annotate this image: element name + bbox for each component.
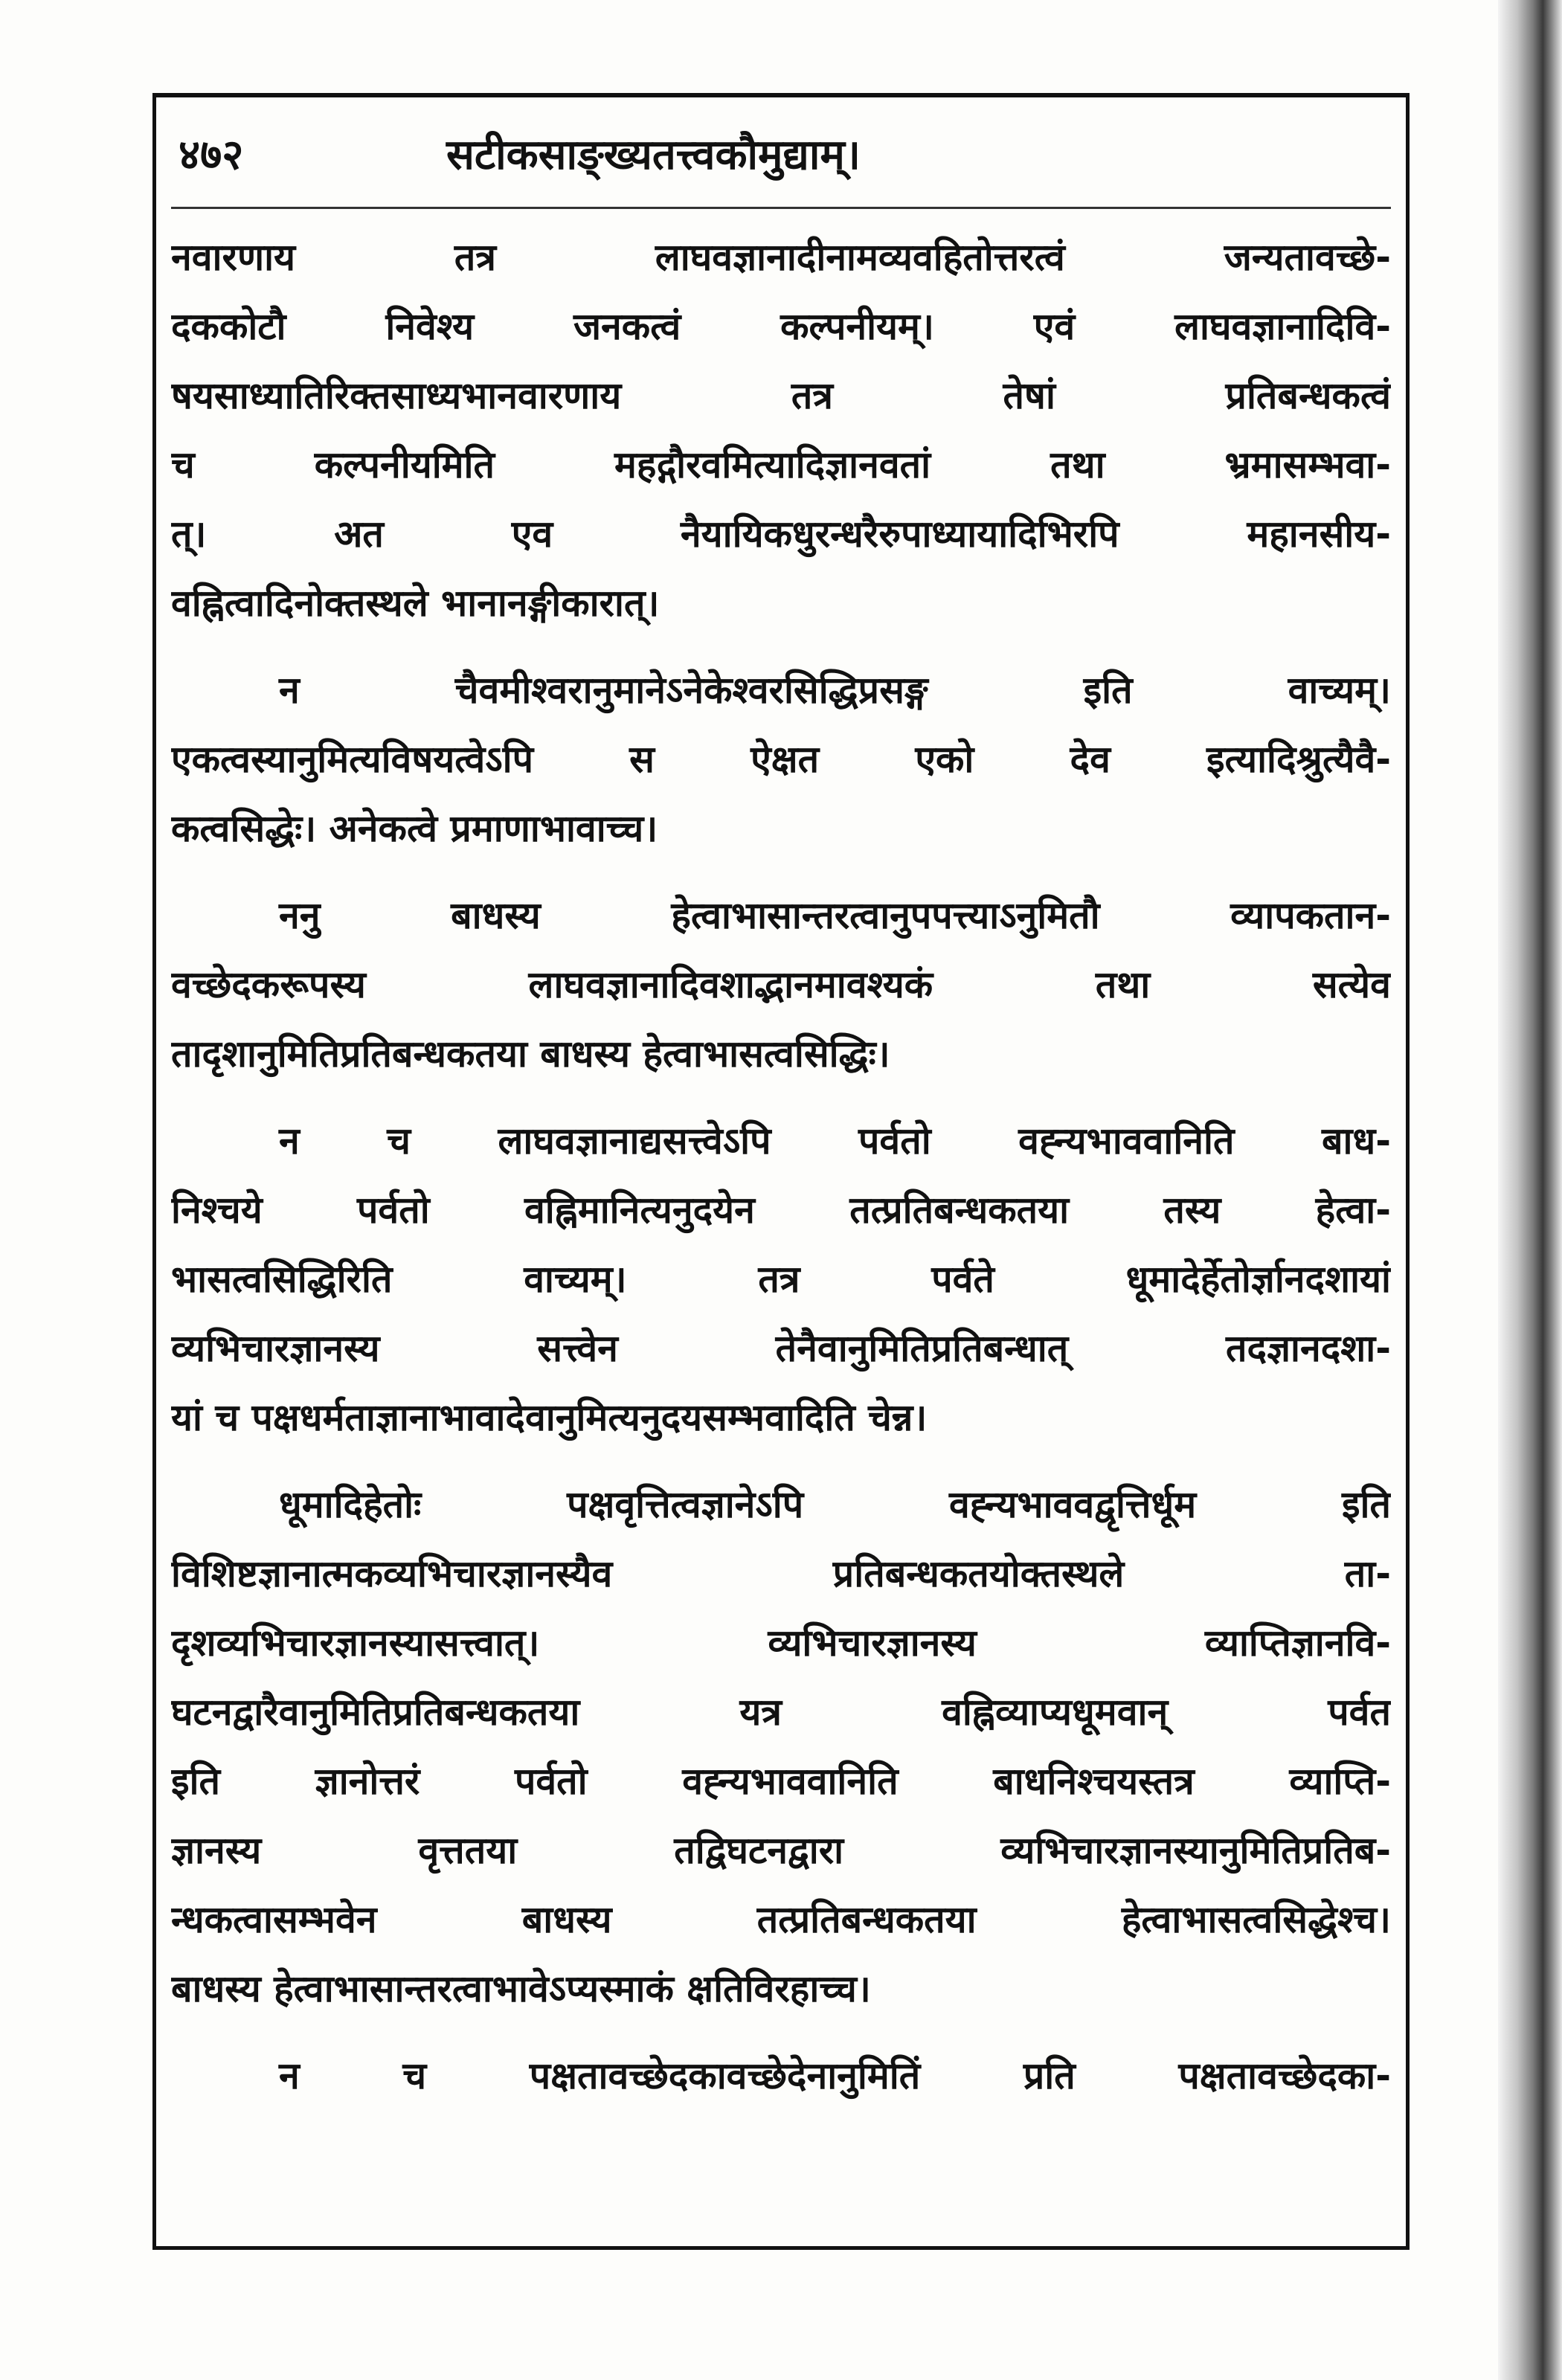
text-line: विशिष्टज्ञानात्मकव्यभिचारज्ञानस्यैव प्रतिबन्धकतयोक्तस्थले ता- (171, 1552, 1391, 1595)
text-line: ननु बाधस्य हेत्वाभासान्तरत्वानुपपत्त्याऽनुमितौ व्यापकतान- (279, 894, 1391, 937)
text-line: न च पक्षतावच्छेदकावच्छेदेनानुमितिं प्रति पक्षतावच्छेदका- (279, 2054, 1391, 2097)
book-binding-shadow (1498, 0, 1562, 2380)
text-line: च कल्पनीयमिति महद्गौरवमित्यादिज्ञानवतां तथा भ्रमासम्भवा- (171, 443, 1391, 486)
text-line: तादृशानुमितिप्रतिबन्धकतया बाधस्य हेत्वाभासत्वसिद्धिः। (171, 1032, 890, 1075)
text-line: भासत्वसिद्धिरिति वाच्यम्। तत्र पर्वते धूमादेर्हेतोर्ज्ञानदशायां (171, 1258, 1391, 1301)
text-line: न च लाघवज्ञानाद्यसत्त्वेऽपि पर्वतो वह्न्यभाववानिति बाध- (279, 1119, 1391, 1162)
header-rule (171, 207, 1391, 209)
text-line: यां च पक्षधर्मताज्ञानाभावादेवानुमित्यनुदयसम्भवादिति चेन्न। (171, 1396, 928, 1439)
text-line: वच्छेदकरूपस्य लाघवज्ञानादिवशाद्भानमावश्यकं तथा सत्येव (171, 963, 1391, 1006)
text-line: त्। अत एव नैयायिकधुरन्धरैरुपाध्यायादिभिरपि महानसीय- (171, 512, 1391, 556)
body-text (171, 223, 1391, 2111)
text-line: एकत्वस्यानुमित्यविषयत्वेऽपि स ऐक्षत एको देव इत्यादिश्रुत्यैवै- (171, 738, 1391, 781)
paragraph (171, 2042, 1391, 2111)
text-line: ज्ञानस्य वृत्ततया तद्विघटनद्वारा व्यभिचारज्ञानस्यानुमितिप्रतिब- (171, 1829, 1391, 1872)
text-line: दृशव्यभिचारज्ञानस्यासत्त्वात्। व्यभिचारज्ञानस्य व्याप्तिज्ञानवि- (171, 1621, 1391, 1665)
text-line: धूमादिहेतोः पक्षवृत्तित्वज्ञानेऽपि वह्न्यभाववद्वृत्तिर्धूम इति (279, 1483, 1391, 1526)
text-line: इति ज्ञानोत्तरं पर्वतो वह्न्यभाववानिति बाधनिश्चयस्तत्र व्याप्ति- (171, 1760, 1391, 1803)
text-line: न चैवमीश्वरानुमानेऽनेकेश्वरसिद्धिप्रसङ्ग इति वाच्यम्। (279, 669, 1391, 712)
running-title: सटीकसाङ्ख्यतत्त्वकौमुद्याम्। (446, 131, 861, 179)
text-line: बाधस्य हेत्वाभासान्तरत्वाभावेऽप्यस्माकं क्षतिविरहाच्च। (171, 1967, 871, 2010)
paragraph (171, 881, 1391, 1089)
text-line: व्यभिचारज्ञानस्य सत्त्वेन तेनैवानुमितिप्रतिबन्धात् तदज्ञानदशा- (171, 1327, 1391, 1370)
running-header (171, 119, 1391, 201)
text-line: षयसाध्यातिरिक्तसाध्यभानवारणाय तत्र तेषां प्रतिबन्धकत्वं (171, 374, 1391, 417)
text-line: निश्चये पर्वतो वह्निमानित्यनुदयेन तत्प्रतिबन्धकतया तस्य हेत्वा- (171, 1189, 1391, 1232)
text-line: घटनद्वारैवानुमितिप्रतिबन्धकतया यत्र वह्निव्याप्यधूमवान् पर्वत (171, 1691, 1391, 1734)
text-line: नवारणाय तत्र लाघवज्ञानादीनामव्यवहितोत्तरत्वं जन्यतावच्छे- (171, 236, 1391, 279)
text-line: कत्वसिद्धेः। अनेकत्वे प्रमाणाभावाच्च। (171, 807, 658, 850)
text-line: न्धकत्वासम्भवेन बाधस्य तत्प्रतिबन्धकतया हेत्वाभासत्वसिद्धेश्च। (171, 1898, 1391, 1941)
paragraph (171, 1107, 1391, 1453)
paragraph (171, 223, 1391, 638)
paragraph (171, 656, 1391, 863)
paragraph (171, 1470, 1391, 2024)
text-line: वह्नित्वादिनोक्तस्थले भानानङ्गीकारात्। (171, 582, 660, 625)
text-line: दककोटौ निवेश्य जनकत्वं कल्पनीयम्। एवं लाघवज्ञानादिवि- (171, 305, 1391, 348)
page-number: ४७२ (179, 131, 244, 179)
